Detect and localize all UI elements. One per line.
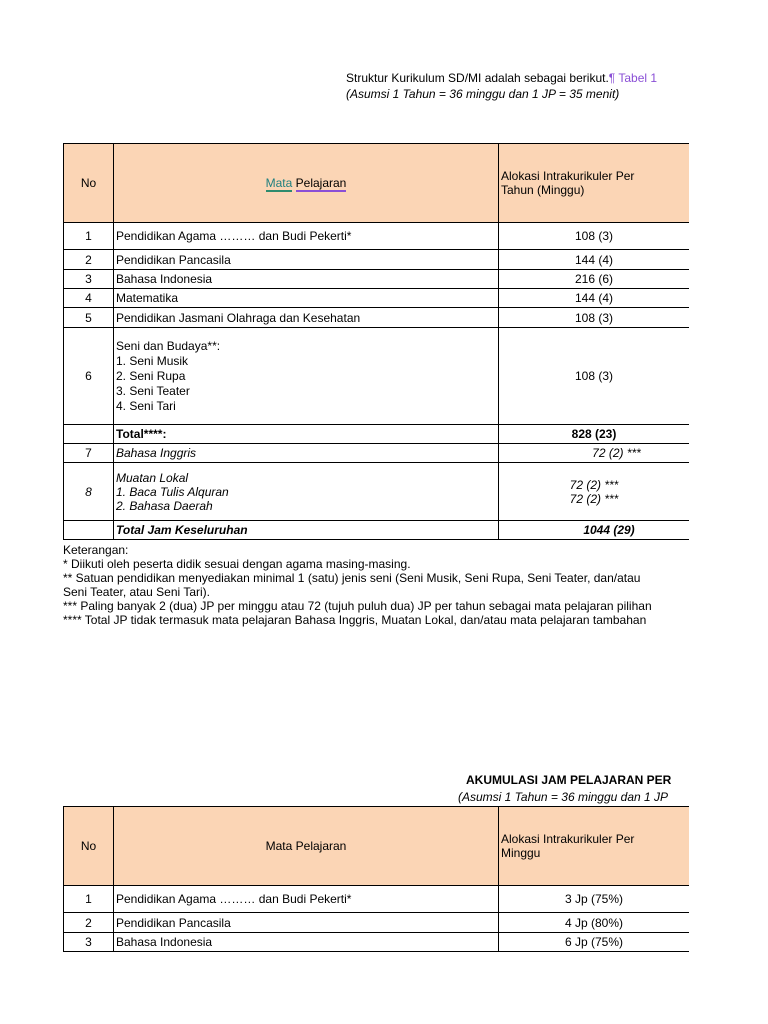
table-row-arts: [64, 328, 690, 425]
row-subject: Pendidikan Agama ……… dan Budi Pekerti*: [114, 223, 499, 250]
header-allocation-line1: Alokasi Intrakurikuler Per: [501, 832, 635, 846]
row-value: 4 Jp (80%): [499, 913, 690, 933]
grand-total-label: Total Jam Keseluruhan: [114, 521, 499, 540]
row-value: 3 Jp (75%): [499, 886, 690, 913]
header-allocation-line1: Alokasi Intrakurikuler Per: [501, 169, 635, 183]
header-subject-word1: Mata: [265, 176, 293, 190]
row-no: 8: [64, 463, 114, 521]
total-label: Total****:: [114, 425, 499, 444]
row-no: 6: [64, 328, 114, 425]
row-no: 4: [64, 289, 114, 308]
curriculum-table: [63, 143, 689, 540]
table-row: [64, 289, 690, 308]
table-row-local: [64, 463, 690, 521]
row-subject: Pendidikan Agama ……… dan Budi Pekerti*: [114, 886, 499, 913]
row-subject: Pendidikan Jasmani Olahraga dan Kesehatan: [114, 308, 499, 328]
row-subject: Pendidikan Pancasila: [114, 250, 499, 270]
row-subject: Bahasa Indonesia: [114, 270, 499, 289]
table-row: [64, 308, 690, 328]
header-no: No: [64, 144, 114, 223]
table-row: [64, 886, 690, 913]
paragraph-mark: ¶ Tabel 1: [608, 71, 658, 85]
row-value: 108 (3): [499, 223, 690, 250]
total-row: [64, 425, 690, 444]
note-line: ** Satuan pendidikan menyediakan minimal 1 (satu) jenis seni (Seni Musik, Seni Rupa, Seni Teater, dan/atau: [63, 571, 641, 585]
table-row: [64, 933, 690, 952]
header-allocation: [499, 144, 690, 223]
arts-title: Seni dan Budaya**:: [116, 338, 221, 353]
header-no: No: [64, 807, 114, 886]
local-item: 1. Baca Tulis Alquran: [116, 484, 229, 499]
row-value: 6 Jp (75%): [499, 933, 690, 952]
intro-text: Struktur Kurikulum SD/MI adalah sebagai berikut.: [346, 71, 609, 85]
table-row: [64, 270, 690, 289]
grand-total-cell: [499, 521, 690, 540]
english-value: 72 (2) ***: [592, 446, 641, 460]
local-value: 72 (2) ***: [569, 477, 619, 492]
row-no: 2: [64, 250, 114, 270]
header-allocation-line2: Minggu: [501, 846, 541, 860]
notes-heading: Keterangan:: [63, 543, 129, 557]
weekly-hours-table: [63, 806, 689, 952]
intro-line-1: [346, 71, 657, 85]
row-value: 144 (4): [499, 289, 690, 308]
section-title: AKUMULASI JAM PELAJARAN PER: [466, 773, 672, 787]
local-item: 2. Bahasa Daerah: [116, 498, 213, 513]
row-no: 5: [64, 308, 114, 328]
row-subject: Bahasa Indonesia: [114, 933, 499, 952]
intro-line-2: (Asumsi 1 Tahun = 36 minggu dan 1 JP = 35 menit): [346, 87, 620, 101]
table-row: [64, 250, 690, 270]
row-value: 216 (6): [499, 270, 690, 289]
total-no-cell: [64, 425, 114, 444]
header-allocation-line2: Tahun (Minggu): [501, 183, 585, 197]
local-values: [499, 463, 690, 521]
local-subject: [114, 463, 499, 521]
note-line: *** Paling banyak 2 (dua) JP per minggu atau 72 (tujuh puluh dua) JP per tahun sebagai mata pelajaran pilihan: [63, 599, 652, 613]
total-value: 828 (23): [499, 425, 690, 444]
arts-item: 1. Seni Musik: [116, 353, 189, 368]
row-subject: Pendidikan Pancasila: [114, 913, 499, 933]
local-value: 72 (2) ***: [569, 491, 619, 506]
header-allocation: [499, 807, 690, 886]
grand-total-row: [64, 521, 690, 540]
arts-item: 3. Seni Teater: [116, 383, 190, 398]
header-subject-word2: Pelajaran: [295, 176, 347, 190]
table-header-row: [64, 144, 690, 223]
arts-subject: [114, 328, 499, 425]
row-no: 3: [64, 270, 114, 289]
grand-total-no-cell: [64, 521, 114, 540]
header-subject: Mata Pelajaran: [114, 807, 499, 886]
grand-total-value: 1044 (29): [583, 523, 635, 537]
section-subtitle: (Asumsi 1 Tahun = 36 minggu dan 1 JP: [458, 790, 669, 804]
arts-item: 2. Seni Rupa: [116, 368, 186, 383]
row-no: 1: [64, 886, 114, 913]
table-row: [64, 913, 690, 933]
notes: [63, 543, 652, 627]
arts-item: 4. Seni Tari: [116, 398, 176, 413]
row-no: 2: [64, 913, 114, 933]
note-line: * Diikuti oleh peserta didik sesuai dengan agama masing-masing.: [63, 557, 411, 571]
local-title: Muatan Lokal: [116, 470, 189, 485]
table-row-english: [64, 444, 690, 463]
note-line: Seni Teater, atau Seni Tari).: [63, 585, 210, 599]
row-subject: Matematika: [114, 289, 499, 308]
row-no: 7: [64, 444, 114, 463]
row-subject: Bahasa Inggris: [114, 444, 499, 463]
header-subject: [114, 144, 499, 223]
row-value: 144 (4): [499, 250, 690, 270]
table-row: [64, 223, 690, 250]
row-value: [499, 444, 690, 463]
row-no: 1: [64, 223, 114, 250]
row-no: 3: [64, 933, 114, 952]
note-line: **** Total JP tidak termasuk mata pelajaran Bahasa Inggris, Muatan Lokal, dan/atau mata pelajaran tambahan: [63, 613, 647, 627]
row-value: 108 (3): [499, 308, 690, 328]
table-header-row: [64, 807, 690, 886]
row-value: 108 (3): [499, 328, 690, 425]
